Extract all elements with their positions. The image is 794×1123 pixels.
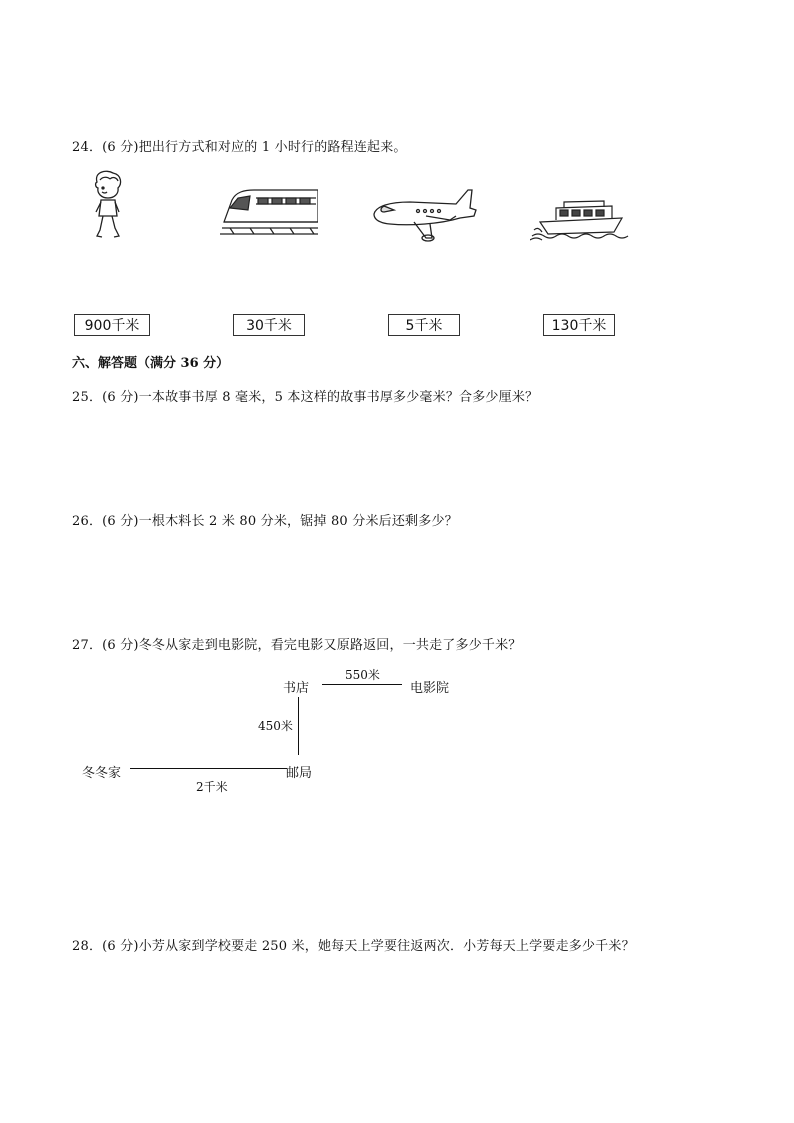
bookstore-cinema-line [322, 684, 402, 685]
question-25: 25．(6 分)一本故事书厚 8 毫米，5 本这样的故事书厚多少毫米？合多少厘米？ [72, 390, 539, 405]
distance-box-4[interactable]: 130千米 [543, 314, 615, 336]
distance-box-1[interactable]: 900千米 [74, 314, 150, 336]
post-bookstore-distance: 450米 [258, 719, 293, 733]
walking-child-icon [88, 170, 128, 242]
home-label: 冬冬家 [82, 766, 122, 781]
cinema-label: 电影院 [410, 681, 450, 696]
home-post-distance: 2千米 [196, 780, 228, 794]
question-27: 27．(6 分)冬冬从家走到电影院，看完电影又原路返回，一共走了多少千米？ [72, 638, 522, 653]
high-speed-train-icon [220, 182, 318, 240]
bookstore-label: 书店 [283, 681, 310, 696]
ship-icon [530, 192, 630, 244]
distance-box-3[interactable]: 5千米 [388, 314, 460, 336]
question-26: 26．(6 分)一根木料长 2 米 80 分米，锯掉 80 分米后还剩多少？ [72, 514, 458, 529]
bookstore-cinema-distance: 550米 [345, 668, 380, 682]
section-title: 六、解答题（满分 36 分） [72, 356, 230, 371]
post-office-label: 邮局 [286, 766, 313, 781]
airplane-icon [370, 186, 480, 244]
question-28: 28．(6 分)小芳从家到学校要走 250 米，她每天上学要往返两次．小芳每天上学要走多少千米？ [72, 939, 635, 954]
distance-box-2[interactable]: 30千米 [233, 314, 305, 336]
question-24: 24．(6 分)把出行方式和对应的 1 小时行的路程连起来。 [72, 140, 407, 155]
post-bookstore-line [298, 697, 299, 755]
home-post-line [130, 768, 287, 769]
